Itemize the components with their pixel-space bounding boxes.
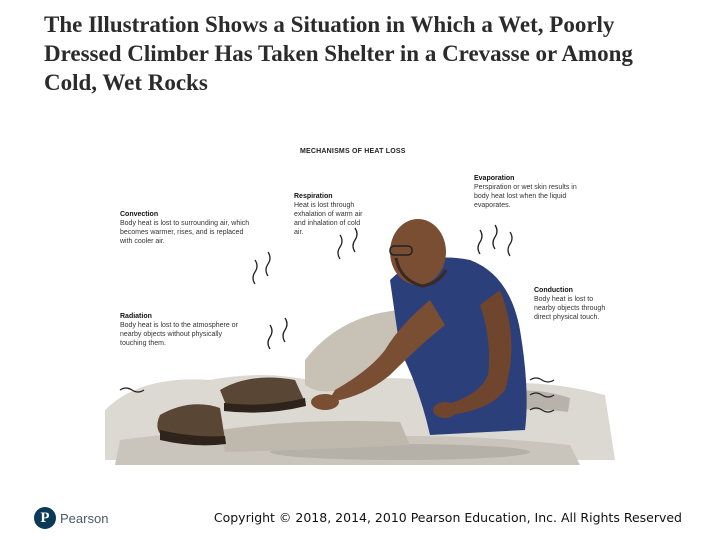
slide-title: The Illustration Shows a Situation in Which a Wet, Poorly Dressed Climber Has Taken Shelter in a Crevasse or Among Cold, Wet Rocks <box>44 12 633 95</box>
callout-heading: Respiration <box>294 193 333 200</box>
callout-heading: Radiation <box>120 313 152 320</box>
callout-text: Perspiration or wet skin results in body heat lost when the liquid evaporates. <box>474 184 577 209</box>
pearson-logo <box>34 505 108 531</box>
callout-convection <box>120 210 250 246</box>
callout-text: Body heat is lost to surrounding air, which becomes warmer, rises, and is replaced with cooler air. <box>120 220 250 245</box>
callout-evaporation <box>474 174 590 210</box>
pearson-logo-text: Pearson <box>60 510 109 526</box>
heat-loss-illustration <box>100 140 620 480</box>
pearson-logo-mark: P <box>34 507 56 529</box>
callout-respiration <box>294 192 370 237</box>
callout-conduction <box>534 286 606 322</box>
callout-heading: Conduction <box>534 287 573 294</box>
callout-text: Body heat is lost to the atmosphere or nearby objects without physically touching them. <box>120 322 238 347</box>
callout-text: Body heat is lost to nearby objects through direct physical touch. <box>534 296 606 321</box>
callout-text: Heat is lost through exhalation of warm air and inhalation of cold air. <box>294 202 363 236</box>
figure-title: MECHANISMS OF HEAT LOSS <box>300 148 406 155</box>
callout-radiation <box>120 312 244 348</box>
callout-heading: Evaporation <box>474 175 515 182</box>
callout-heading: Convection <box>120 211 159 218</box>
copyright-notice: Copyright © 2018, 2014, 2010 Pearson Education, Inc. All Rights Reserved <box>213 510 682 525</box>
